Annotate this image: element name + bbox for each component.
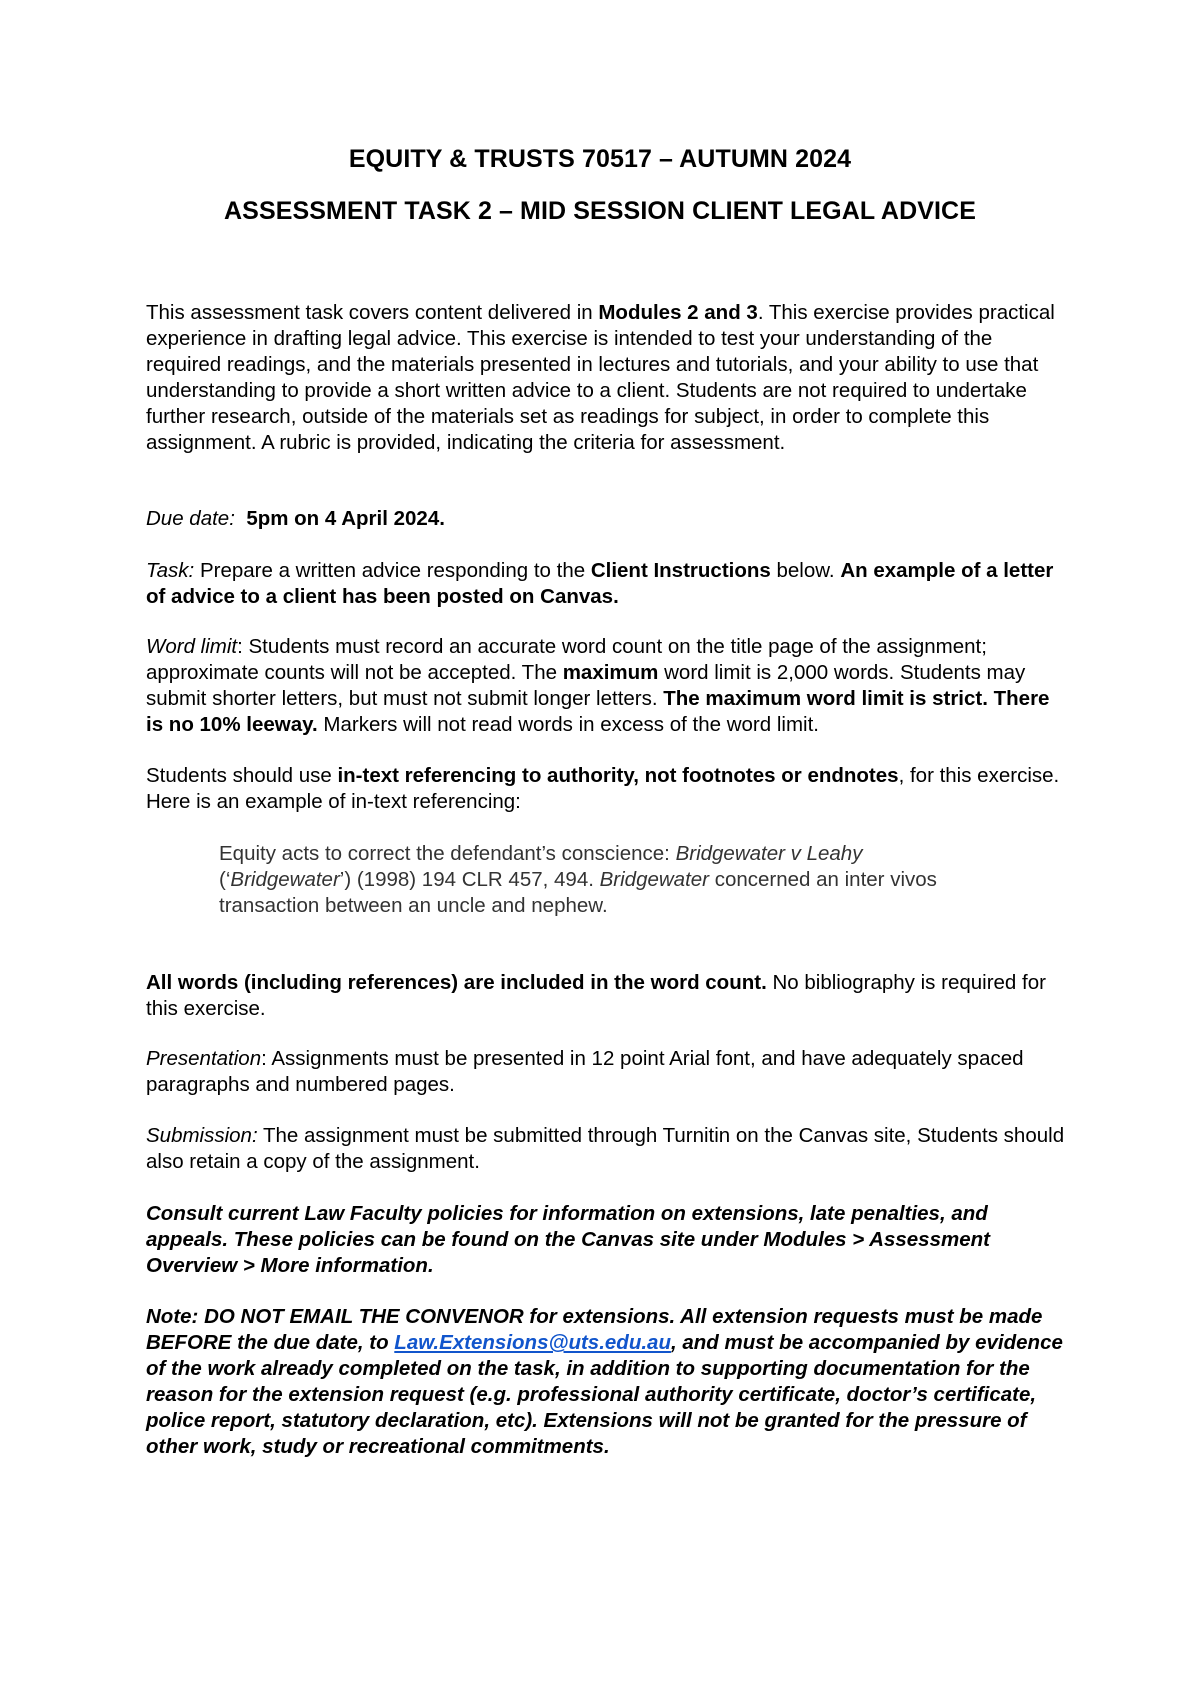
referencing-example-quote: Equity acts to correct the defendant’s conscience: Bridgewater v Leahy (‘Bridgewater’) (1998) 194 CLR 457, 494. Bridgewater concerned an inter vivos transaction between an uncle and nephew. — [219, 842, 937, 917]
consult-policies-paragraph: Consult current Law Faculty policies for information on extensions, late penalties, and appeals. These policies can be found on the Canvas site under Modules > Assessment Overview > More information. — [146, 1202, 990, 1277]
word-limit-paragraph: Word limit: Students must record an accurate word count on the title page of the assignment; approximate counts will not be accepted. The maximum word limit is 2,000 words. Students may submit shorter letters, but must not submit longer letters. The maximum word limit is strict. There is no 10% leeway. Markers will not read words in excess of the word limit. — [146, 635, 1050, 736]
extensions-email-link[interactable]: Law.Extensions@uts.edu.au — [394, 1331, 671, 1354]
presentation-paragraph: Presentation: Assignments must be presented in 12 point Arial font, and have adequately spaced paragraphs and numbered pages. — [146, 1047, 1024, 1096]
extension-note-paragraph: Note: DO NOT EMAIL THE CONVENOR for extensions. All extension requests must be made BEFORE the due date, to Law.Extensions@uts.edu.au, and must be accompanied by evidence of the work already completed on the task, in addition to supporting documentation for the reason for the extension request (e.g. professional authority certificate, doctor’s certificate, police report, statutory declaration, etc). Extensions will not be granted for the pressure of other work, study or recreational commitments. — [146, 1305, 1063, 1458]
page-title: EQUITY & TRUSTS 70517 – AUTUMN 2024 — [348, 145, 852, 173]
page-subtitle: ASSESSMENT TASK 2 – MID SESSION CLIENT LEGAL ADVICE — [224, 197, 976, 225]
due-date-paragraph: Due date: 5pm on 4 April 2024. — [146, 507, 445, 530]
intro-paragraph: This assessment task covers content delivered in Modules 2 and 3. This exercise provides practical experience in drafting legal advice. This exercise is intended to test your understanding of the required readings, and the materials presented in lectures and tutorials, and your ability to use that understanding to provide a short written advice to a client. Students are not required to undertake further research, outside of the materials set as readings for subject, in order to complete this assignment. A rubric is provided, indicating the criteria for assessment. — [146, 301, 1055, 454]
task-paragraph: Task: Prepare a written advice responding to the Client Instructions below. An example of a letter of advice to a client has been posted on Canvas. — [146, 559, 1054, 608]
word-count-paragraph: All words (including references) are included in the word count. No bibliography is required for this exercise. — [146, 971, 1046, 1020]
referencing-paragraph: Students should use in-text referencing to authority, not footnotes or endnotes, for this exercise. Here is an example of in-text referencing: — [146, 764, 1060, 813]
submission-paragraph: Submission: The assignment must be submitted through Turnitin on the Canvas site, Students should also retain a copy of the assignment. — [146, 1124, 1065, 1173]
